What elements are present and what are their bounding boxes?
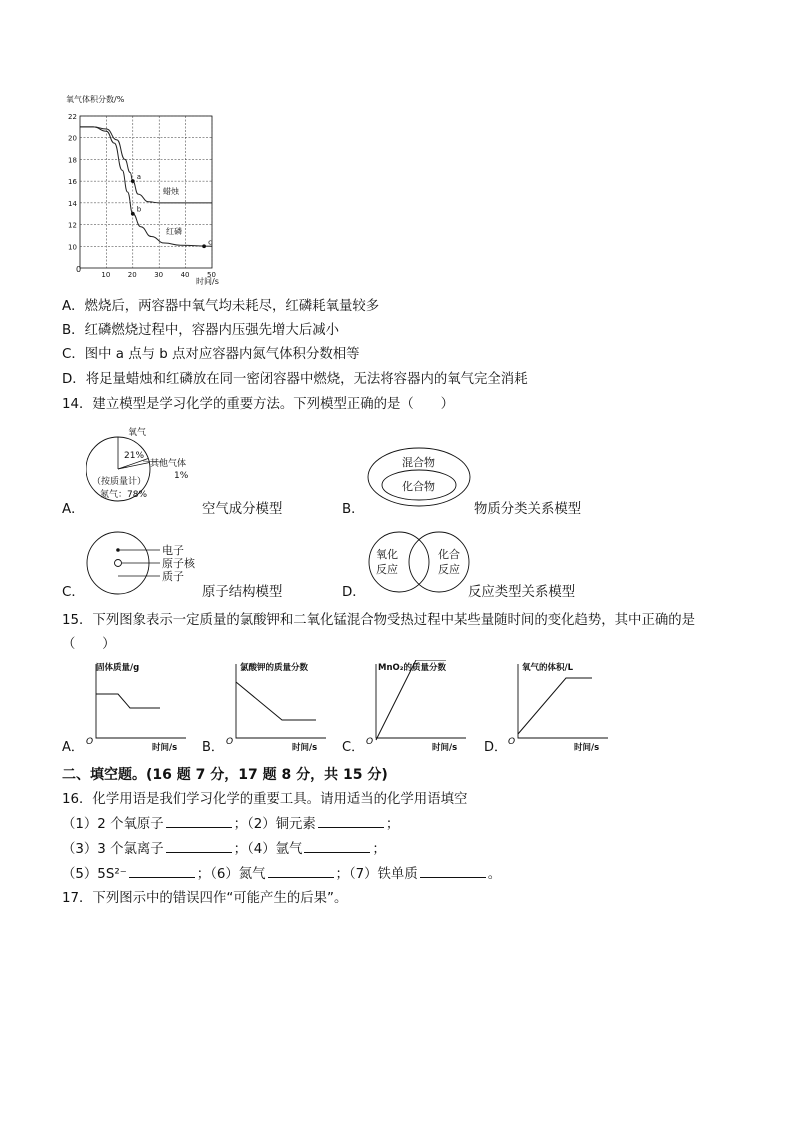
graph-ylabel: 固体质量/g (96, 663, 140, 673)
q16-item-7: ；（7）铁单质 (335, 867, 418, 882)
graph-axes (96, 664, 186, 738)
graph-axes (376, 664, 466, 738)
q15-answer-paren: （ ） (62, 637, 116, 652)
oxygen-fraction-chart (60, 92, 230, 292)
x-tick-label: 40 (180, 271, 190, 279)
graph-curve (96, 694, 160, 708)
q13-option-b: B．红磷燃烧过程中，容器内压强先增大后减小 (62, 323, 339, 338)
series-line-0 (80, 127, 212, 203)
y-tick-label: 22 (68, 113, 77, 121)
y-tick-label: 16 (68, 178, 77, 187)
q16-row-3 (62, 865, 501, 884)
outer-label-mixture: 混合物 (402, 456, 435, 469)
q14-c-letter: C． (62, 585, 85, 600)
y-tick-label: 14 (68, 199, 77, 208)
q14-d-caption: 反应类型关系模型 (468, 585, 576, 600)
answer-blank-2[interactable] (318, 815, 384, 828)
chart-series (80, 127, 212, 246)
q16-row-2 (62, 840, 386, 859)
series-label-phosphorus: 红磷 (166, 227, 182, 236)
graph-xlabel: 时间/s (432, 743, 458, 752)
q15-graph-a (62, 660, 194, 755)
inner-label-compound: 化合物 (402, 480, 435, 493)
q16-row-1 (62, 815, 399, 834)
q15-graph-b (202, 660, 334, 755)
graph-origin-label: O (366, 737, 374, 747)
answer-blank-3[interactable] (166, 840, 232, 853)
venn-left-line2: 反应 (376, 563, 398, 576)
q15-option-letter: A． (62, 740, 84, 755)
chart-point-label-c: c (208, 238, 212, 247)
reaction-type-venn (368, 530, 472, 594)
graph-ylabel: MnO₂的质量分数 (378, 663, 446, 673)
pie-other-pct: 1% (174, 471, 189, 481)
pie-other-label: 其他气体 (150, 459, 187, 469)
answer-blank-6[interactable] (268, 865, 334, 878)
pie-oxygen-label: 氧气 (128, 428, 147, 438)
q14-d-letter: D． (342, 585, 366, 600)
y-tick-label: 10 (68, 243, 77, 252)
x-tick-label: 30 (154, 271, 164, 279)
atom-nucleus-label: 原子核 (162, 557, 195, 570)
x-tick-label: 20 (127, 271, 137, 279)
x-tick-label: 50 (207, 271, 216, 279)
chart-ylabel: 氧气体积分数/% (66, 95, 125, 104)
venn-right-line1: 化合 (438, 548, 460, 561)
pie-oxygen-pct: 21% (124, 451, 145, 461)
substance-classification-diagram (366, 446, 472, 508)
graph-xlabel: 时间/s (292, 743, 318, 752)
graph-axes (518, 664, 608, 738)
q14-b-letter: B． (342, 502, 365, 517)
q15-option-letter: B． (202, 740, 224, 755)
y-tick-label: 18 (68, 156, 77, 165)
graph-origin-label: O (508, 737, 516, 747)
graph-xlabel: 时间/s (574, 743, 600, 752)
q15-mini-graph (354, 660, 474, 752)
q13-option-c: C．图中 a 点与 b 点对应容器内氮气体积分数相等 (62, 347, 360, 362)
q15-option-letter: C． (342, 740, 365, 755)
q15-mini-graph (74, 660, 194, 752)
venn-right-line2: 反应 (438, 563, 460, 576)
q14-a-caption: 空气成分模型 (202, 502, 283, 517)
graph-xlabel: 时间/s (152, 743, 178, 752)
pie-nitrogen-label: 氮气：78% (100, 490, 148, 500)
atom-structure-diagram (86, 530, 206, 596)
q16-stem: 16．化学用语是我们学习化学的重要工具。请用适当的化学用语填空 (62, 792, 468, 807)
section-2-heading: 二、填空题。(16 题 7 分，17 题 8 分，共 15 分) (62, 767, 388, 783)
pie-basis-label: （按质量计） (92, 477, 147, 487)
chart-points (131, 173, 212, 248)
chart-xlabel: 时间/s (196, 277, 219, 286)
air-composition-pie (86, 422, 216, 512)
chart-origin-label: 0 (76, 265, 82, 274)
q16-item-2: ；（2）铜元素 (233, 817, 316, 832)
chart-point-a (131, 179, 135, 183)
q16-item-5: （5）5S²⁻ (62, 867, 127, 882)
chart-point-label-b: b (136, 205, 142, 214)
graph-origin-label: O (226, 737, 234, 747)
q16-item-3: （3）3 个氯离子 (62, 842, 164, 857)
q13-option-a: A．燃烧后，两容器中氧气均未耗尽，红磷耗氧量较多 (62, 299, 380, 314)
q16-sep-2: ； (372, 842, 386, 857)
chart-point-c (202, 244, 206, 248)
q16-sep-1: ； (385, 817, 400, 832)
q15-graph-c (342, 660, 474, 755)
q13-option-d: D．将足量蜡烛和红磷放在同一密闭容器中燃烧，无法将容器内的氧气完全消耗 (62, 372, 528, 387)
atom-proton-label: 质子 (162, 570, 184, 583)
answer-blank-7[interactable] (420, 865, 486, 878)
graph-axes (236, 664, 326, 738)
answer-blank-1[interactable] (166, 815, 232, 828)
venn-left-line1: 氧化 (376, 548, 398, 561)
answer-blank-4[interactable] (304, 840, 370, 853)
q16-item-1: （1）2 个氧原子 (62, 817, 164, 832)
graph-curve (518, 678, 592, 734)
q15-stem: 15．下列图象表示一定质量的氯酸钾和二氧化锰混合物受热过程中某些量随时间的变化趋势，其中正确的是 (62, 613, 696, 628)
q15-mini-graph (496, 660, 616, 752)
q15-graph-d (484, 660, 616, 755)
y-tick-label: 20 (68, 134, 77, 143)
graph-origin-label: O (86, 737, 94, 747)
q17-stem: 17．下列图示中的错误四作“可能产生的后果”。 (62, 891, 348, 906)
series-label-candle: 蜡烛 (163, 187, 179, 196)
chart-point-label-a: a (136, 173, 142, 182)
series-line-1 (80, 127, 212, 246)
q16-end: 。 (487, 867, 502, 882)
graph-ylabel: 氯酸钾的质量分数 (240, 663, 309, 673)
chart-point-b (131, 212, 135, 216)
graph-ylabel: 氧气的体积/L (522, 663, 574, 673)
x-tick-label: 10 (101, 271, 111, 279)
q16-item-4: ；（4）氩气 (233, 842, 303, 857)
q14-a-letter: A． (62, 502, 85, 517)
q14-c-caption: 原子结构模型 (202, 585, 283, 600)
atom-electron-label: 电子 (162, 544, 184, 557)
q14-stem: 14．建立模型是学习化学的重要方法。下列模型正确的是（ ） (62, 397, 454, 412)
graph-curve (236, 682, 316, 720)
q16-item-6: ；（6）氮气 (196, 867, 266, 882)
q15-mini-graph (214, 660, 334, 752)
q14-b-caption: 物质分类关系模型 (474, 502, 582, 517)
answer-blank-5[interactable] (129, 865, 195, 878)
q15-option-letter: D． (484, 740, 508, 755)
y-tick-label: 12 (68, 221, 77, 230)
